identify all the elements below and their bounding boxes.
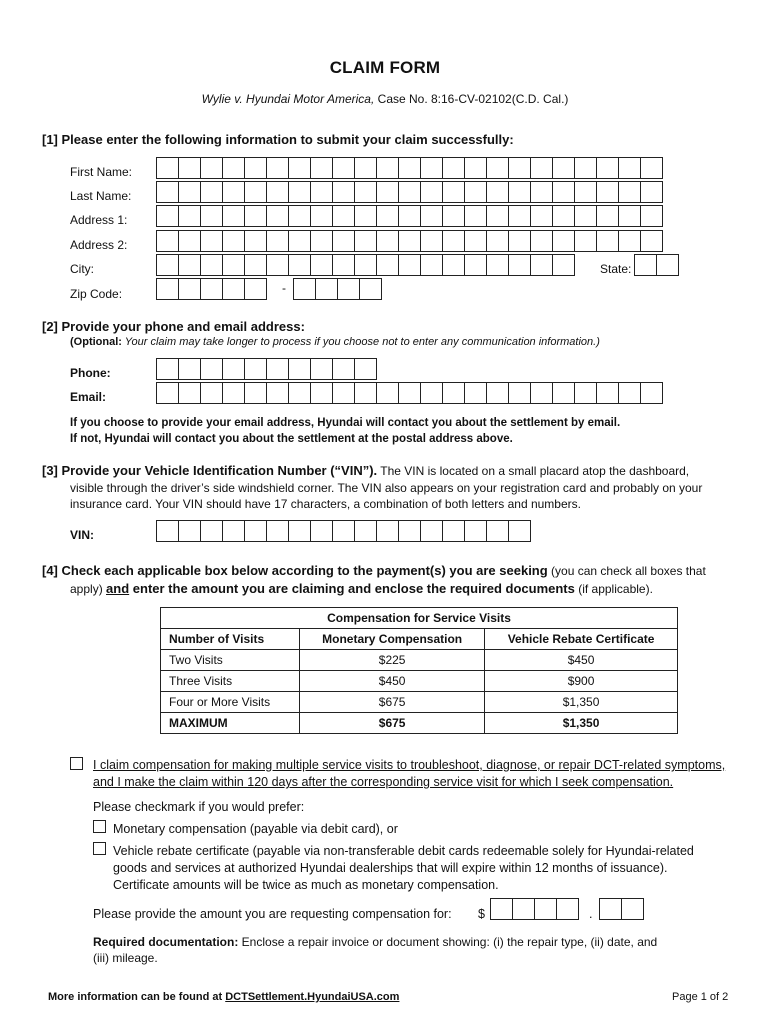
char-box[interactable]: [332, 520, 355, 542]
char-box[interactable]: [486, 520, 509, 542]
char-box[interactable]: [508, 181, 531, 203]
char-box[interactable]: [574, 382, 597, 404]
char-box[interactable]: [420, 520, 443, 542]
section-4-heading: [4] Check each applicable box below according to the payment(s) you are seeking: [42, 563, 548, 578]
section-4-heading-tail: (you can check all boxes that: [547, 564, 706, 578]
table-cell: $675: [300, 713, 485, 734]
char-box[interactable]: [442, 254, 465, 276]
char-box[interactable]: [315, 278, 338, 300]
char-box[interactable]: [178, 254, 201, 276]
char-box[interactable]: [530, 382, 553, 404]
char-box[interactable]: [552, 382, 575, 404]
section-4-text: [42, 562, 742, 598]
char-box[interactable]: [398, 520, 421, 542]
char-box[interactable]: [288, 205, 311, 227]
address1-input[interactable]: [156, 205, 662, 227]
char-box[interactable]: [310, 157, 333, 179]
char-box[interactable]: [156, 230, 179, 252]
char-box[interactable]: [618, 230, 641, 252]
char-box[interactable]: [266, 157, 289, 179]
char-box[interactable]: [420, 181, 443, 203]
char-box[interactable]: [640, 382, 663, 404]
phone-input[interactable]: [156, 358, 376, 380]
char-box[interactable]: [310, 358, 333, 380]
vin-text3: insurance card. Your VIN should have 17 characters, a combination of both letters and numbers.: [70, 497, 581, 511]
char-box[interactable]: [156, 278, 179, 300]
monetary-checkbox[interactable]: [93, 820, 106, 833]
city-input[interactable]: [156, 254, 574, 276]
char-box[interactable]: [486, 181, 509, 203]
char-box[interactable]: [354, 181, 377, 203]
required-text2: (iii) mileage.: [93, 951, 158, 965]
char-box[interactable]: [200, 181, 223, 203]
char-box[interactable]: [640, 157, 663, 179]
char-box[interactable]: [376, 254, 399, 276]
char-box[interactable]: [490, 898, 513, 920]
char-box[interactable]: [552, 230, 575, 252]
char-box[interactable]: [337, 278, 360, 300]
char-box[interactable]: [618, 181, 641, 203]
char-box[interactable]: [640, 205, 663, 227]
required-label: Required documentation:: [93, 935, 239, 949]
char-box[interactable]: [552, 181, 575, 203]
char-box[interactable]: [508, 520, 531, 542]
prefer-label: Please checkmark if you would prefer:: [93, 800, 305, 814]
section-4-and: and: [106, 581, 130, 596]
char-box[interactable]: [552, 205, 575, 227]
char-box[interactable]: [508, 254, 531, 276]
char-box[interactable]: [178, 358, 201, 380]
char-box[interactable]: [486, 254, 509, 276]
char-box[interactable]: [442, 230, 465, 252]
char-box[interactable]: [464, 181, 487, 203]
char-box[interactable]: [599, 898, 622, 920]
char-box[interactable]: [486, 157, 509, 179]
case-number: Case No. 8:16-CV-02102(C.D. Cal.): [374, 92, 569, 106]
char-box[interactable]: [376, 230, 399, 252]
char-box[interactable]: [420, 382, 443, 404]
char-box[interactable]: [656, 254, 679, 276]
char-box[interactable]: [332, 382, 355, 404]
char-box[interactable]: [376, 157, 399, 179]
table-cell: Three Visits: [161, 671, 300, 692]
section-2-heading: [2] Provide your phone and email address:: [42, 319, 305, 334]
char-box[interactable]: [178, 520, 201, 542]
vin-label: VIN:: [70, 528, 94, 542]
char-box[interactable]: [442, 181, 465, 203]
char-box[interactable]: [156, 358, 179, 380]
char-box[interactable]: [618, 157, 641, 179]
char-box[interactable]: [332, 181, 355, 203]
state-label: State:: [600, 262, 632, 276]
section-3-heading: [3] Provide your Vehicle Identification Number (“VIN”).: [42, 463, 378, 478]
char-box[interactable]: [266, 358, 289, 380]
char-box[interactable]: [640, 230, 663, 252]
optional-note: [70, 334, 600, 350]
char-box[interactable]: [574, 230, 597, 252]
section-4-apply: apply): [70, 582, 107, 596]
char-box[interactable]: [288, 157, 311, 179]
table-cell: $450: [485, 650, 678, 671]
table-row: [161, 650, 678, 671]
footer-link[interactable]: DCTSettlement.HyundaiUSA.com: [225, 991, 400, 1003]
char-box[interactable]: [200, 205, 223, 227]
char-box[interactable]: [156, 254, 179, 276]
char-box[interactable]: [222, 181, 245, 203]
char-box[interactable]: [266, 181, 289, 203]
char-box[interactable]: [574, 205, 597, 227]
char-box[interactable]: [596, 181, 619, 203]
email-note-line2: If not, Hyundai will contact you about the settlement at the postal address above.: [70, 433, 513, 445]
char-box[interactable]: [464, 205, 487, 227]
char-box[interactable]: [376, 520, 399, 542]
char-box[interactable]: [332, 358, 355, 380]
char-box[interactable]: [442, 157, 465, 179]
email-note-line1: If you choose to provide your email address, Hyundai will contact you about the settlement by email.: [70, 417, 621, 429]
char-box[interactable]: [486, 382, 509, 404]
decimal-point: .: [589, 907, 593, 921]
address1-label: Address 1:: [70, 213, 128, 227]
char-box[interactable]: [200, 520, 223, 542]
email-note: [70, 415, 620, 447]
char-box[interactable]: [156, 520, 179, 542]
state-input[interactable]: [634, 254, 678, 276]
char-box[interactable]: [200, 230, 223, 252]
char-box[interactable]: [596, 205, 619, 227]
char-box[interactable]: [244, 358, 267, 380]
char-box[interactable]: [508, 230, 531, 252]
table-caption: Compensation for Service Visits: [161, 608, 678, 629]
vin-input[interactable]: [156, 520, 530, 542]
char-box[interactable]: [354, 254, 377, 276]
char-box[interactable]: [310, 230, 333, 252]
char-box[interactable]: [288, 358, 311, 380]
char-box[interactable]: [266, 254, 289, 276]
char-box[interactable]: [512, 898, 535, 920]
char-box[interactable]: [200, 278, 223, 300]
section-4-enter: enter the amount you are claiming and enclose the required documents: [129, 581, 575, 596]
char-box[interactable]: [200, 382, 223, 404]
char-box[interactable]: [486, 205, 509, 227]
amount-label: Please provide the amount you are requesting compensation for:: [93, 907, 452, 921]
char-box[interactable]: [596, 157, 619, 179]
char-box[interactable]: [244, 520, 267, 542]
char-box[interactable]: [288, 181, 311, 203]
char-box[interactable]: [244, 254, 267, 276]
compensation-table: [160, 607, 678, 734]
char-box[interactable]: [640, 181, 663, 203]
table-cell: MAXIMUM: [161, 713, 300, 734]
char-box[interactable]: [156, 181, 179, 203]
char-box[interactable]: [156, 205, 179, 227]
char-box[interactable]: [244, 230, 267, 252]
char-box[interactable]: [288, 382, 311, 404]
char-box[interactable]: [222, 520, 245, 542]
char-box[interactable]: [332, 205, 355, 227]
char-box[interactable]: [310, 382, 333, 404]
char-box[interactable]: [376, 181, 399, 203]
footer-info: [48, 991, 399, 1003]
char-box[interactable]: [178, 205, 201, 227]
char-box[interactable]: [420, 230, 443, 252]
char-box[interactable]: [534, 898, 557, 920]
char-box[interactable]: [420, 205, 443, 227]
char-box[interactable]: [288, 254, 311, 276]
claim-statement: [93, 757, 743, 791]
section-1-heading: [1] Please enter the following information to submit your claim successfully:: [42, 132, 514, 147]
char-box[interactable]: [293, 278, 316, 300]
char-box[interactable]: [574, 157, 597, 179]
char-box[interactable]: [354, 358, 377, 380]
char-box[interactable]: [222, 254, 245, 276]
char-box[interactable]: [530, 181, 553, 203]
table-header: Number of Visits: [161, 629, 300, 650]
table-header: Monetary Compensation: [300, 629, 485, 650]
char-box[interactable]: [178, 230, 201, 252]
char-box[interactable]: [310, 254, 333, 276]
first-name-input[interactable]: [156, 157, 662, 179]
table-row: [161, 692, 678, 713]
char-box[interactable]: [398, 230, 421, 252]
section-4-if-applicable: (if applicable).: [574, 582, 653, 596]
char-box[interactable]: [354, 520, 377, 542]
amount-cents-input[interactable]: [599, 898, 643, 920]
char-box[interactable]: [442, 205, 465, 227]
char-box[interactable]: [178, 181, 201, 203]
claim-line1: I claim compensation for making multiple service visits to troubleshoot, diagnose, or repair DCT-related symptoms,: [93, 758, 726, 772]
city-label: City:: [70, 262, 94, 276]
char-box[interactable]: [244, 157, 267, 179]
char-box[interactable]: [552, 157, 575, 179]
zip-label: Zip Code:: [70, 287, 123, 301]
case-name: Wylie v. Hyundai Motor America,: [201, 92, 375, 106]
table-row: [161, 671, 678, 692]
footer-more-info: More information can be found at: [48, 991, 226, 1003]
last-name-input[interactable]: [156, 181, 662, 203]
char-box[interactable]: [310, 520, 333, 542]
table-cell: $900: [485, 671, 678, 692]
char-box[interactable]: [420, 157, 443, 179]
char-box[interactable]: [200, 254, 223, 276]
char-box[interactable]: [464, 382, 487, 404]
rebate-option-label: [113, 843, 733, 894]
char-box[interactable]: [556, 898, 579, 920]
char-box[interactable]: [244, 278, 267, 300]
char-box[interactable]: [266, 230, 289, 252]
char-box[interactable]: [508, 382, 531, 404]
char-box[interactable]: [530, 230, 553, 252]
char-box[interactable]: [398, 181, 421, 203]
table-cell: Four or More Visits: [161, 692, 300, 713]
char-box[interactable]: [530, 254, 553, 276]
form-title: CLAIM FORM: [329, 58, 441, 77]
char-box[interactable]: [486, 230, 509, 252]
table-cell: Two Visits: [161, 650, 300, 671]
table-cell: $450: [300, 671, 485, 692]
char-box[interactable]: [266, 382, 289, 404]
char-box[interactable]: [398, 205, 421, 227]
char-box[interactable]: [596, 382, 619, 404]
table-cell: $1,350: [485, 692, 678, 713]
zip-extension-input[interactable]: [293, 278, 381, 300]
first-name-label: First Name:: [70, 165, 133, 179]
optional-text: Your claim may take longer to process if you choose not to enter any communication information.): [121, 336, 600, 348]
char-box[interactable]: [156, 157, 179, 179]
char-box[interactable]: [178, 382, 201, 404]
char-box[interactable]: [222, 230, 245, 252]
char-box[interactable]: [354, 382, 377, 404]
dollar-sign: $: [478, 907, 485, 921]
char-box[interactable]: [354, 205, 377, 227]
char-box[interactable]: [244, 382, 267, 404]
char-box[interactable]: [398, 382, 421, 404]
claim-checkbox[interactable]: [70, 757, 83, 770]
email-input[interactable]: [156, 382, 662, 404]
required-text1: Enclose a repair invoice or document showing: (i) the repair type, (ii) date, and: [238, 935, 658, 949]
vin-text1: The VIN is located on a small placard atop the dashboard,: [377, 464, 690, 478]
optional-label: (Optional:: [70, 336, 122, 348]
char-box[interactable]: [464, 520, 487, 542]
char-box[interactable]: [420, 254, 443, 276]
char-box[interactable]: [244, 205, 267, 227]
case-caption: [0, 92, 770, 106]
rebate-line2: goods and services at authorized Hyundai dealerships that will expire within 12 months of issuance).: [113, 861, 668, 875]
char-box[interactable]: [266, 520, 289, 542]
char-box[interactable]: [618, 382, 641, 404]
monetary-option-label: Monetary compensation (payable via debit card), or: [113, 822, 398, 836]
char-box[interactable]: [530, 205, 553, 227]
char-box[interactable]: [398, 254, 421, 276]
page-number: Page 1 of 2: [672, 991, 729, 1003]
char-box[interactable]: [621, 898, 644, 920]
char-box[interactable]: [376, 205, 399, 227]
table-header: Vehicle Rebate Certificate: [485, 629, 678, 650]
address2-input[interactable]: [156, 230, 662, 252]
char-box[interactable]: [178, 157, 201, 179]
char-box[interactable]: [332, 157, 355, 179]
claim-line2: and I make the claim within 120 days after the corresponding service visit for which I seek compensation.: [93, 775, 674, 789]
char-box[interactable]: [376, 382, 399, 404]
char-box[interactable]: [354, 157, 377, 179]
rebate-checkbox[interactable]: [93, 842, 106, 855]
section-3-text: [42, 462, 742, 512]
char-box[interactable]: [552, 254, 575, 276]
char-box[interactable]: [156, 382, 179, 404]
char-box[interactable]: [310, 181, 333, 203]
vin-text2: visible through the driver’s side windshield corner. The VIN also appears on your registration card and probably on your: [70, 481, 703, 495]
char-box[interactable]: [508, 205, 531, 227]
char-box[interactable]: [222, 157, 245, 179]
char-box[interactable]: [222, 278, 245, 300]
last-name-label: Last Name:: [70, 189, 132, 203]
phone-label: Phone:: [70, 366, 111, 380]
table-cell: $225: [300, 650, 485, 671]
char-box[interactable]: [288, 230, 311, 252]
char-box[interactable]: [200, 157, 223, 179]
char-box[interactable]: [310, 205, 333, 227]
char-box[interactable]: [464, 254, 487, 276]
char-box[interactable]: [508, 157, 531, 179]
amount-dollars-input[interactable]: [490, 898, 578, 920]
char-box[interactable]: [222, 382, 245, 404]
char-box[interactable]: [266, 205, 289, 227]
required-documentation: [93, 934, 733, 966]
char-box[interactable]: [464, 230, 487, 252]
char-box[interactable]: [222, 205, 245, 227]
zip-dash: -: [282, 281, 286, 295]
char-box[interactable]: [332, 230, 355, 252]
char-box[interactable]: [354, 230, 377, 252]
char-box[interactable]: [359, 278, 382, 300]
char-box[interactable]: [464, 157, 487, 179]
rebate-line3: Certificate amounts will be twice as much as monetary compensation.: [113, 878, 499, 892]
char-box[interactable]: [634, 254, 657, 276]
char-box[interactable]: [200, 358, 223, 380]
char-box[interactable]: [442, 382, 465, 404]
char-box[interactable]: [222, 358, 245, 380]
char-box[interactable]: [574, 181, 597, 203]
table-cell: $1,350: [485, 713, 678, 734]
char-box[interactable]: [398, 157, 421, 179]
zip-input[interactable]: [156, 278, 266, 300]
rebate-line1: Vehicle rebate certificate (payable via non-transferable debit cards redeemable solely for Hyundai-related: [113, 844, 694, 858]
address2-label: Address 2:: [70, 238, 128, 252]
char-box[interactable]: [618, 205, 641, 227]
char-box[interactable]: [530, 157, 553, 179]
table-cell: $675: [300, 692, 485, 713]
char-box[interactable]: [442, 520, 465, 542]
char-box[interactable]: [596, 230, 619, 252]
char-box[interactable]: [288, 520, 311, 542]
email-label: Email:: [70, 390, 107, 404]
char-box[interactable]: [178, 278, 201, 300]
char-box[interactable]: [244, 181, 267, 203]
table-row: [161, 713, 678, 734]
char-box[interactable]: [332, 254, 355, 276]
